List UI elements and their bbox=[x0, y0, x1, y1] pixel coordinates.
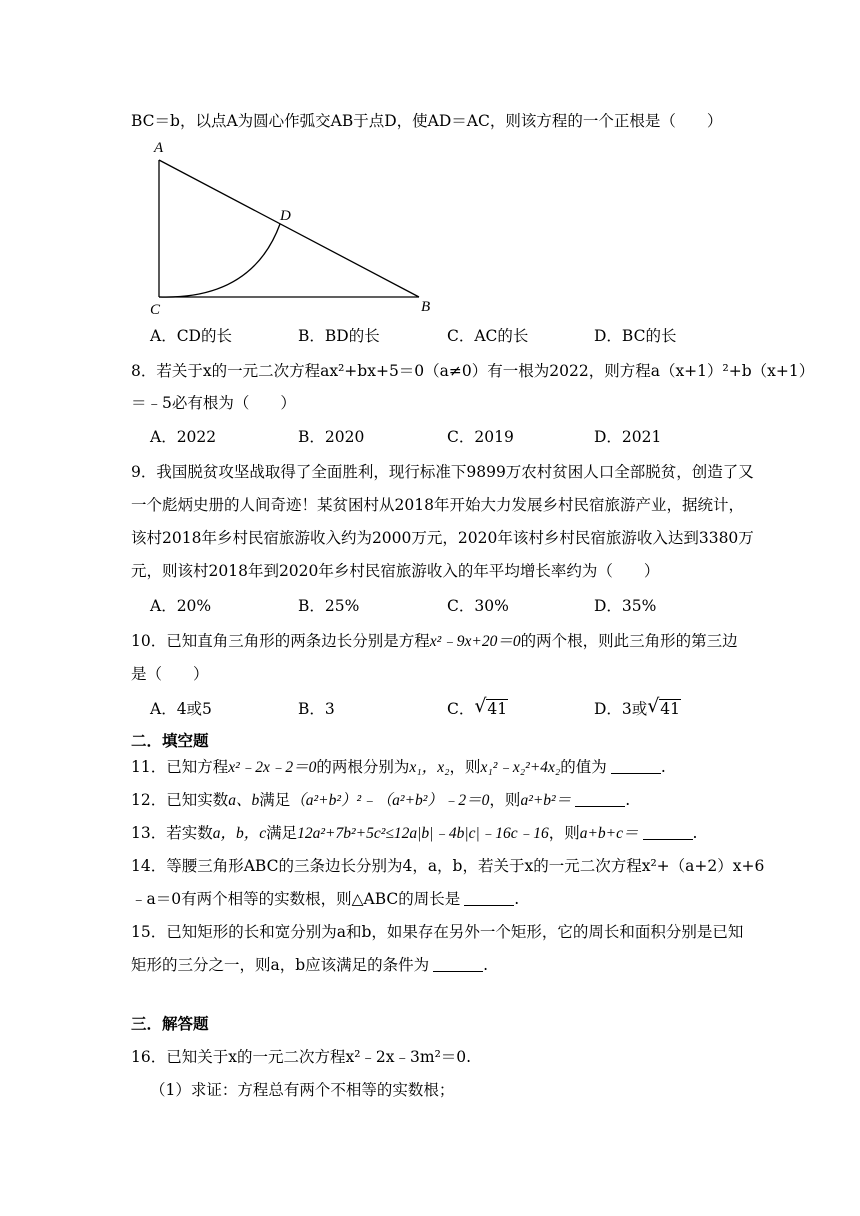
q14-end: . bbox=[514, 890, 520, 908]
q7-option-a[interactable]: A．CD的长 bbox=[150, 327, 232, 345]
q9-option-a[interactable]: A．20% bbox=[150, 597, 212, 615]
q8-option-c[interactable]: C．2019 bbox=[447, 428, 514, 446]
sqrt-icon bbox=[647, 699, 681, 719]
q12-target: a²+b²＝ bbox=[520, 792, 572, 809]
q10-option-a[interactable]: A．4或5 bbox=[150, 700, 212, 718]
label-c: C bbox=[150, 302, 161, 318]
q10-option-d-label: D．3或 bbox=[594, 700, 648, 718]
q8-line1: 8．若关于x的一元二次方程ax²+bx+5＝0（a≠0）有一根为2022，则方程a（x+1）²+b（x+1） bbox=[131, 362, 815, 380]
q7-option-c[interactable]: C．AC的长 bbox=[447, 327, 529, 345]
q7-option-b[interactable]: B．BD的长 bbox=[298, 327, 380, 345]
q13-mid: 满足 bbox=[266, 824, 298, 842]
q9-line2: 一个彪炳史册的人间奇迹！某贫困村从2018年开始大力发展乡村民宿旅游产业，据统计， bbox=[131, 496, 744, 514]
q10-equation: x²﹣9x+20＝0 bbox=[429, 633, 521, 650]
section-fill-in-heading: 二．填空题 bbox=[131, 731, 209, 750]
q13-vars: a，b，c bbox=[212, 825, 267, 842]
label-d: D bbox=[280, 208, 291, 224]
q15-line1: 15．已知矩形的长和宽分别为a和b，如果存在另外一个矩形，它的周长和面积分别是已知 bbox=[131, 923, 744, 941]
q10-text-b: 的两个根，则此三角形的第三边 bbox=[520, 632, 738, 650]
q11-mid: 的两根分别为 bbox=[316, 758, 410, 776]
q12-expression: （a²+b²）²﹣（a²+b²）﹣2＝0 bbox=[290, 792, 490, 809]
q7-triangle-figure bbox=[140, 136, 440, 318]
q9-option-c[interactable]: C．30% bbox=[447, 597, 509, 615]
q13-answer-blank[interactable] bbox=[643, 825, 693, 840]
q14-line2-text: ﹣a＝0有两个相等的实数根，则△ABC的周长是 bbox=[131, 890, 461, 908]
q12-line bbox=[131, 790, 630, 811]
label-b: B bbox=[421, 299, 431, 315]
section-solution-heading: 三．解答题 bbox=[131, 1014, 209, 1033]
sqrt-icon bbox=[474, 699, 508, 719]
q10-option-b[interactable]: B．3 bbox=[298, 700, 335, 718]
q12-mid2: ，则 bbox=[489, 791, 521, 809]
q7-option-d[interactable]: D．BC的长 bbox=[594, 327, 677, 345]
q13-end: . bbox=[692, 824, 698, 842]
q16-line1: 16．已知关于x的一元二次方程x²﹣2x﹣3m²＝0. bbox=[131, 1048, 472, 1066]
q10-line1 bbox=[131, 631, 738, 652]
q9-option-b[interactable]: B．25% bbox=[298, 597, 360, 615]
q15-end: . bbox=[483, 956, 489, 974]
q11-answer-blank[interactable] bbox=[611, 759, 661, 774]
q12-vars: a、b bbox=[228, 792, 260, 809]
q8-line2: ＝﹣5必有根为（ ） bbox=[131, 394, 296, 412]
q11-post: 的值为 bbox=[560, 758, 607, 776]
q12-end: . bbox=[625, 791, 631, 809]
q10-option-d[interactable] bbox=[594, 699, 681, 719]
q7-stem bbox=[131, 111, 722, 131]
q7-stem-text: BC＝b，以点A为圆心作弧交AB于点D，使AD＝AC，则该方程的一个正根是（ ） bbox=[131, 112, 723, 130]
q14-line2 bbox=[131, 889, 519, 909]
q11-line bbox=[131, 757, 666, 778]
q10-option-c[interactable] bbox=[447, 699, 508, 719]
q9-line4: 元，则该村2018年到2020年乡村民宿旅游收入的年平均增长率约为（ ） bbox=[131, 562, 660, 580]
q13-target: a+b+c＝ bbox=[579, 825, 639, 842]
q9-line3: 该村2018年乡村民宿旅游收入约为2000万元，2020年该村乡村民宿旅游收入达到3380万 bbox=[131, 529, 754, 547]
q13-mid2: ，则 bbox=[548, 824, 580, 842]
q13-line bbox=[131, 823, 697, 844]
q15-line2-text: 矩形的三分之一，则a，b应该满足的条件为 bbox=[131, 956, 430, 974]
q12-answer-blank[interactable] bbox=[575, 792, 625, 807]
q14-answer-blank[interactable] bbox=[464, 891, 514, 906]
arc-cd bbox=[159, 224, 280, 297]
side-ab bbox=[159, 160, 419, 297]
q10-option-d-radicand: 41 bbox=[660, 700, 681, 718]
q11-roots: x₁，x₂ bbox=[409, 759, 450, 776]
label-a: A bbox=[154, 140, 164, 156]
q13-pre: 13．若实数 bbox=[131, 824, 213, 842]
q10-text-a: 10．已知直角三角形的两条边长分别是方程 bbox=[131, 632, 430, 650]
q12-pre: 12．已知实数 bbox=[131, 791, 229, 809]
q11-expression: x₁²﹣x₂²+4x₂ bbox=[480, 759, 561, 776]
q11-pre: 11．已知方程 bbox=[131, 758, 229, 776]
q9-option-d[interactable]: D．35% bbox=[594, 597, 657, 615]
q11-equation: x²﹣2x﹣2＝0 bbox=[228, 759, 317, 776]
q8-option-b[interactable]: B．2020 bbox=[298, 428, 365, 446]
q8-option-d[interactable]: D．2021 bbox=[594, 428, 662, 446]
q15-answer-blank[interactable] bbox=[433, 957, 483, 972]
q13-expression: 12a²+7b²+5c²≤12a|b|﹣4b|c|﹣16c﹣16 bbox=[297, 825, 549, 842]
q15-line2 bbox=[131, 955, 488, 975]
q10-option-c-radicand: 41 bbox=[487, 700, 508, 718]
q16-sub1: （1）求证：方程总有两个不相等的实数根； bbox=[150, 1081, 455, 1099]
q8-option-a[interactable]: A．2022 bbox=[150, 428, 217, 446]
q11-end: . bbox=[660, 758, 666, 776]
q10-line2: 是（ ） bbox=[131, 665, 209, 683]
q10-option-c-label: C． bbox=[447, 700, 475, 718]
q11-mid2: ，则 bbox=[449, 758, 481, 776]
q9-line1: 9．我国脱贫攻坚战取得了全面胜利，现行标准下9899万农村贫困人口全部脱贫，创造了又 bbox=[131, 463, 754, 481]
q12-mid: 满足 bbox=[259, 791, 291, 809]
q14-line1: 14．等腰三角形ABC的三条边长分别为4，a，b，若关于x的一元二次方程x²+（a+2）x+6 bbox=[131, 857, 765, 875]
